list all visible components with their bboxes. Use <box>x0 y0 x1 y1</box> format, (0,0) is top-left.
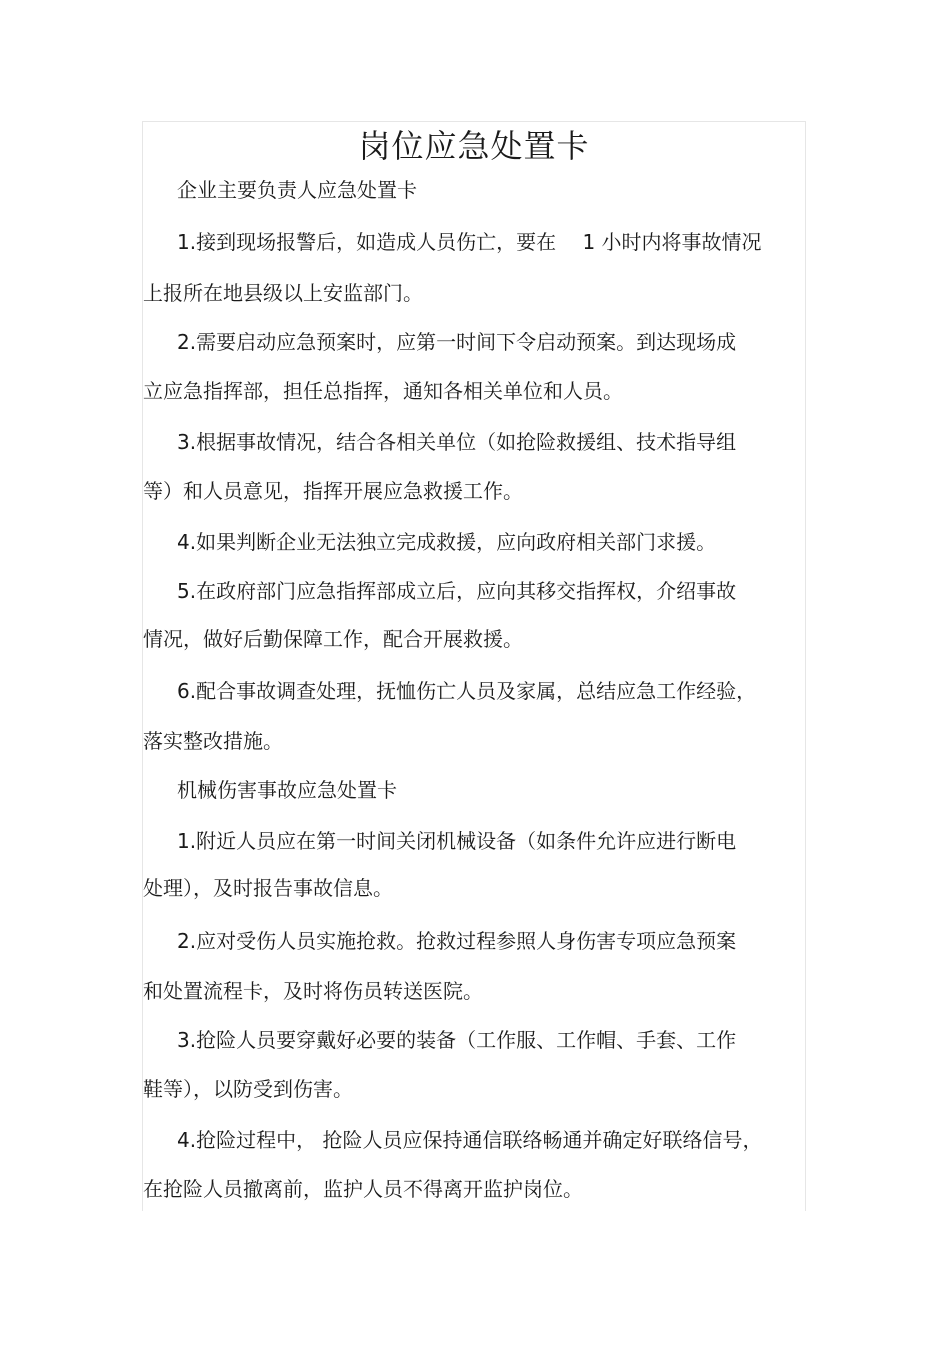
paragraph-line: 落实整改措施。 <box>143 729 283 753</box>
paragraph-line: 上报所在地县级以上安监部门。 <box>143 281 423 305</box>
paragraph-line: 情况，做好后勤保障工作，配合开展救援。 <box>143 627 523 651</box>
paragraph-line: 2.需要启动应急预案时，应第一时间下令启动预案。到达现场成 <box>177 330 737 354</box>
paragraph-line: 立应急指挥部，担任总指挥，通知各相关单位和人员。 <box>143 379 623 403</box>
paragraph-line: 4.抢险过程中， 抢险人员应保持通信联络畅通并确定好联络信号， <box>177 1128 763 1152</box>
paragraph-line: 3.根据事故情况，结合各相关单位（如抢险救援组、技术指导组 <box>177 430 737 454</box>
paragraph-line: 2.应对受伤人员实施抢救。抢救过程参照人身伤害专项应急预案 <box>177 929 737 953</box>
paragraph-line: 5.在政府部门应急指挥部成立后，应向其移交指挥权，介绍事故 <box>177 579 737 603</box>
paragraph-line: 等）和人员意见，指挥开展应急救援工作。 <box>143 479 523 503</box>
paragraph-line: 和处置流程卡，及时将伤员转送医院。 <box>143 979 483 1003</box>
paragraph-line: 3.抢险人员要穿戴好必要的装备（工作服、工作帽、手套、工作 <box>177 1028 737 1052</box>
paragraph-line: 1.接到现场报警后，如造成人员伤亡，要在 1 小时内将事故情况 <box>177 230 762 254</box>
paragraph-line: 鞋等），以防受到伤害。 <box>143 1077 353 1101</box>
paragraph-line: 处理），及时报告事故信息。 <box>143 876 393 900</box>
paragraph-line: 1.附近人员应在第一时间关闭机械设备（如条件允许应进行断电 <box>177 829 737 853</box>
section-heading-mechanical: 机械伤害事故应急处置卡 <box>177 778 397 802</box>
page-title: 岗位应急处置卡 <box>358 127 590 165</box>
paragraph-line: 在抢险人员撤离前，监护人员不得离开监护岗位。 <box>143 1177 583 1201</box>
section-heading-owner: 企业主要负责人应急处置卡 <box>177 178 417 202</box>
paragraph-line: 6.配合事故调查处理，抚恤伤亡人员及家属，总结应急工作经验， <box>177 679 757 703</box>
paragraph-line: 4.如果判断企业无法独立完成救援，应向政府相关部门求援。 <box>177 530 717 554</box>
